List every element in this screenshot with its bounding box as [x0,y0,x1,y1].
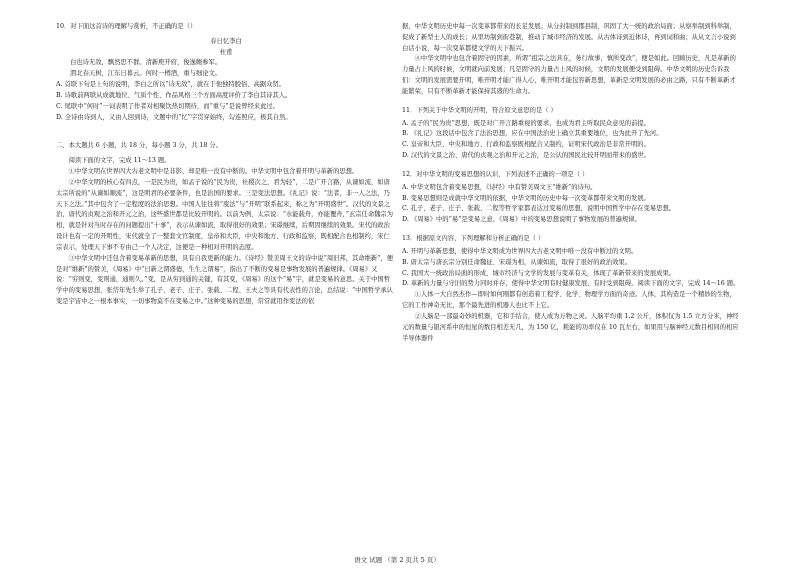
poem-title: 春日忆李白 [210,37,242,45]
section-2-heading: 二、本大题共 6 小题，共 18 分，每小题 3 分，共 18 分。 [56,142,222,150]
q13-option-a: A. 开明与革新思想，使得中华文明成为世界四大古老文明中唯一没有中断过的文明。 [402,247,638,255]
left-column [56,22,396,308]
q10-option-d: D. 全诗由诗到人，又由人回到诗，文题中的“忆”字贯穿始终，勾连照应，极其自然。 [56,113,292,121]
q13-option-c: C. 我国大一统政治局面的形成，城市经济与文学的发展与变革有关，体现了革新带来的发展成果。 [402,269,676,277]
page-footer: 语文 试题 （第 2 页共 5 页） [354,556,440,564]
poem-line: 渭北春天树，江东日暮云。何时一樽酒，重与细论文。 [70,70,222,78]
q10-option-c: C. 尾联中“何时”一词表明了作者对相聚饮热切期待，而“重与”是说曾经来此过。 [56,102,279,110]
passage-paragraph: ①中华文明在世界四大古老文明中是非影，却是唯一没有中断的。中华文明中包含着开明与革新的思想。 [68,168,359,176]
right-column [402,22,742,344]
q12-option-a: A. 中华文明包含着变易思想，《诗经》中有赞美周文王“维新”的诗句。 [402,183,597,191]
q11-option-a: A. 孟子的“民为贵”思想，既是对广开言路重视的要求，也成为君主听取民众意见的前提。 [402,119,650,127]
q11-option-c: C. 皇帝和大臣、中央和地方、行政和监察既相配合又制约，证明宋代政治是非常开明的。 [402,141,650,149]
q12-option-d: D. 《周易》中的“易”是变易之意，《周易》中的变易思想说明了事物发展的普遍规律。 [402,216,641,224]
question-10: 10．对下面这首诗的理解与赏析，不正确的是（） [56,23,197,30]
q10-option-a: A. 首联下句是上句的说明，李白之所以“诗无敌”，就在于他独特脱俗、高踞众贤。 [56,81,286,89]
passage-paragraph: ②中华文明的核心有四点，一是民为贵，如孟子说的“民为贵，社稷次之，君为轻”，二是广开言路，从谏如流，如唐太宗所说的“从谏如顺流”，这是明君的必要条件，也是治国的要求。三是变法思想。《礼记》说：“法者，非一人之法，乃天下之法。”其中包含了一定程度的法治思想。中国人往往将“废法”与“开明”联系起来，称之为“开明盛世”。汉代的文景之治，唐代的贞观之治和开元之治，这些盛世都是比较开明的。以前为例，太宗说：“水能载舟，亦能覆舟，”玄宗任命魏宗为相，就是针对当时存在的问题提出“十事”，表示从谏如流，取得很好的效果；宋璟继续，后期因继续的效果。宋代的政治设计也有一定的开明性，宋代就全了一整套文官制度，皇帝和大臣，中央和地方、行政和监察，既相配合也相制约，宋仁宗表示，处理天下事不专由己一个人决定，这便是一种相对开明的态度。 [56,178,394,251]
passage-paragraph: ②人脑是一部最奇妙的机器，它和手结合，使人成为万物之灵。人脑平均重 1.2 公斤，体积仅为 1.5 立方分米，神经元的数量与银河系中的恒星的数目相差无几，为 150 亿，耗能的功率仅在 10 瓦左右，如果用与脑神经元数目相同的相应半导体器件 [402,312,739,342]
q13-option-b: B. 唐太宗与唐玄宗分别任命魏征、宋璟为相，从谏如流，取得了很好的政治效果。 [402,258,632,266]
q12-option-b: B. 变易思想则是成就中华文明的依据，中华文明的历史中每一次变革都带来文明的发展。 [402,194,650,202]
question-12: 12．对中华文明的变易思想的认识，下列表述不正确的一项是（ ） [402,170,589,178]
question-13: 13．根据原文内容，下列理解和分析正确的是（ ） [402,235,545,243]
q13-option-d: D. 革新的力量与守旧的势力同时并存，使得中华文明有时健康发展，有时受到阻碍。阅读下面的文字，完成 14～16 题。 [402,280,740,288]
q11-option-b: B. 《礼记》这段话中包含了法治思想，应在中国法治史上确立其重要地位，也为此开了先河。 [402,130,663,138]
q10-option-b: B. 诗歌前两联从成就地位、气质个性、作品风格三个方面高度评价了李白其诗其人。 [56,91,292,99]
passage-paragraph: 据，中华文明历史中每一次变革都带来的长足发展。从分封制到郡县制，巩固了大一统的政治局面；从察举制到科举制，促成了新型士人的成长；从里坊制到街巷制，推动了城市经济的发展。从古体诗到近体诗，再到词和曲；从从文言小说到白话小说，每一次变革都使文学的天下振兴。 [402,23,736,52]
q12-option-c: C. 孔子、老子、庄子、张载、二程等哲学家都表达过变易的思想，说明中国哲学中存在变易思想。 [402,205,676,213]
reading-intro: 阅读下面的文字，完成 11～13 题。 [68,157,171,165]
passage-paragraph: ④中华文明中也包含着固守的因素，所谓“祖宗之法具在，务行故事，慎所变改”，便是如此。回顾历史，凡是革新的力量占上风的时候，文明就向前发展；凡是固守的力量占上风的时候，文明的发展便受到阻碍。中华文明的历史告诉我们：文明的发展需要开明，唯开明才能广得人心，唯开明才能包容新思想，革新是文明发展的必由之路，只有不断革新才能繁荣，只有不断革新才能保持其盛的生命力。 [402,55,736,95]
q11-option-d: D. 汉代的文景之治、唐代的贞观之治和开元之治，是公认的国民比较开明而带来的盛世。 [402,152,651,160]
passage-paragraph: ①人体一大自然杰作—即时如何刚都有创造着工程学、化学、物理学方面的奇迹。人体，其构造是一个精妙的生物，它的工作神奇无比，那个最先进的机器人也比不上它。 [402,291,736,310]
poem-author: 杜甫 [219,48,233,56]
question-11: 11．下列关于中华文明的开明，符合原文意思的是（ ） [402,106,557,114]
poem-line: 白也诗无敌，飘然思不群。清新庾开府，俊逸鲍参军。 [70,59,222,67]
passage-paragraph: ③中华文明中还包含着变易革新的思想，具有自我更新的能力。《诗经》赞美周王文的诗中说“周旧邦，其命维新”，便是对“维新”的赞美，《周易》中“日新之谓盛德，生生之谓易”，指出了不断的变易是事物发展的普遍规律。《周易》又说：“穷则变，变则通，通则久。”变，是从穷到通的关键，有其变，《周易》的这个“易”字，就是变易的意思。关于中国哲学中的变易思想，张岱年先生举了孔子、老子、庄子、张载、二程、王夫之等具有代表性的言论，总结说：“中国哲学承认变是宇宙中之一根本事实，一切事物莫不在变易之中。”这种变易的思想，常常就用作变法的依 [56,254,394,306]
